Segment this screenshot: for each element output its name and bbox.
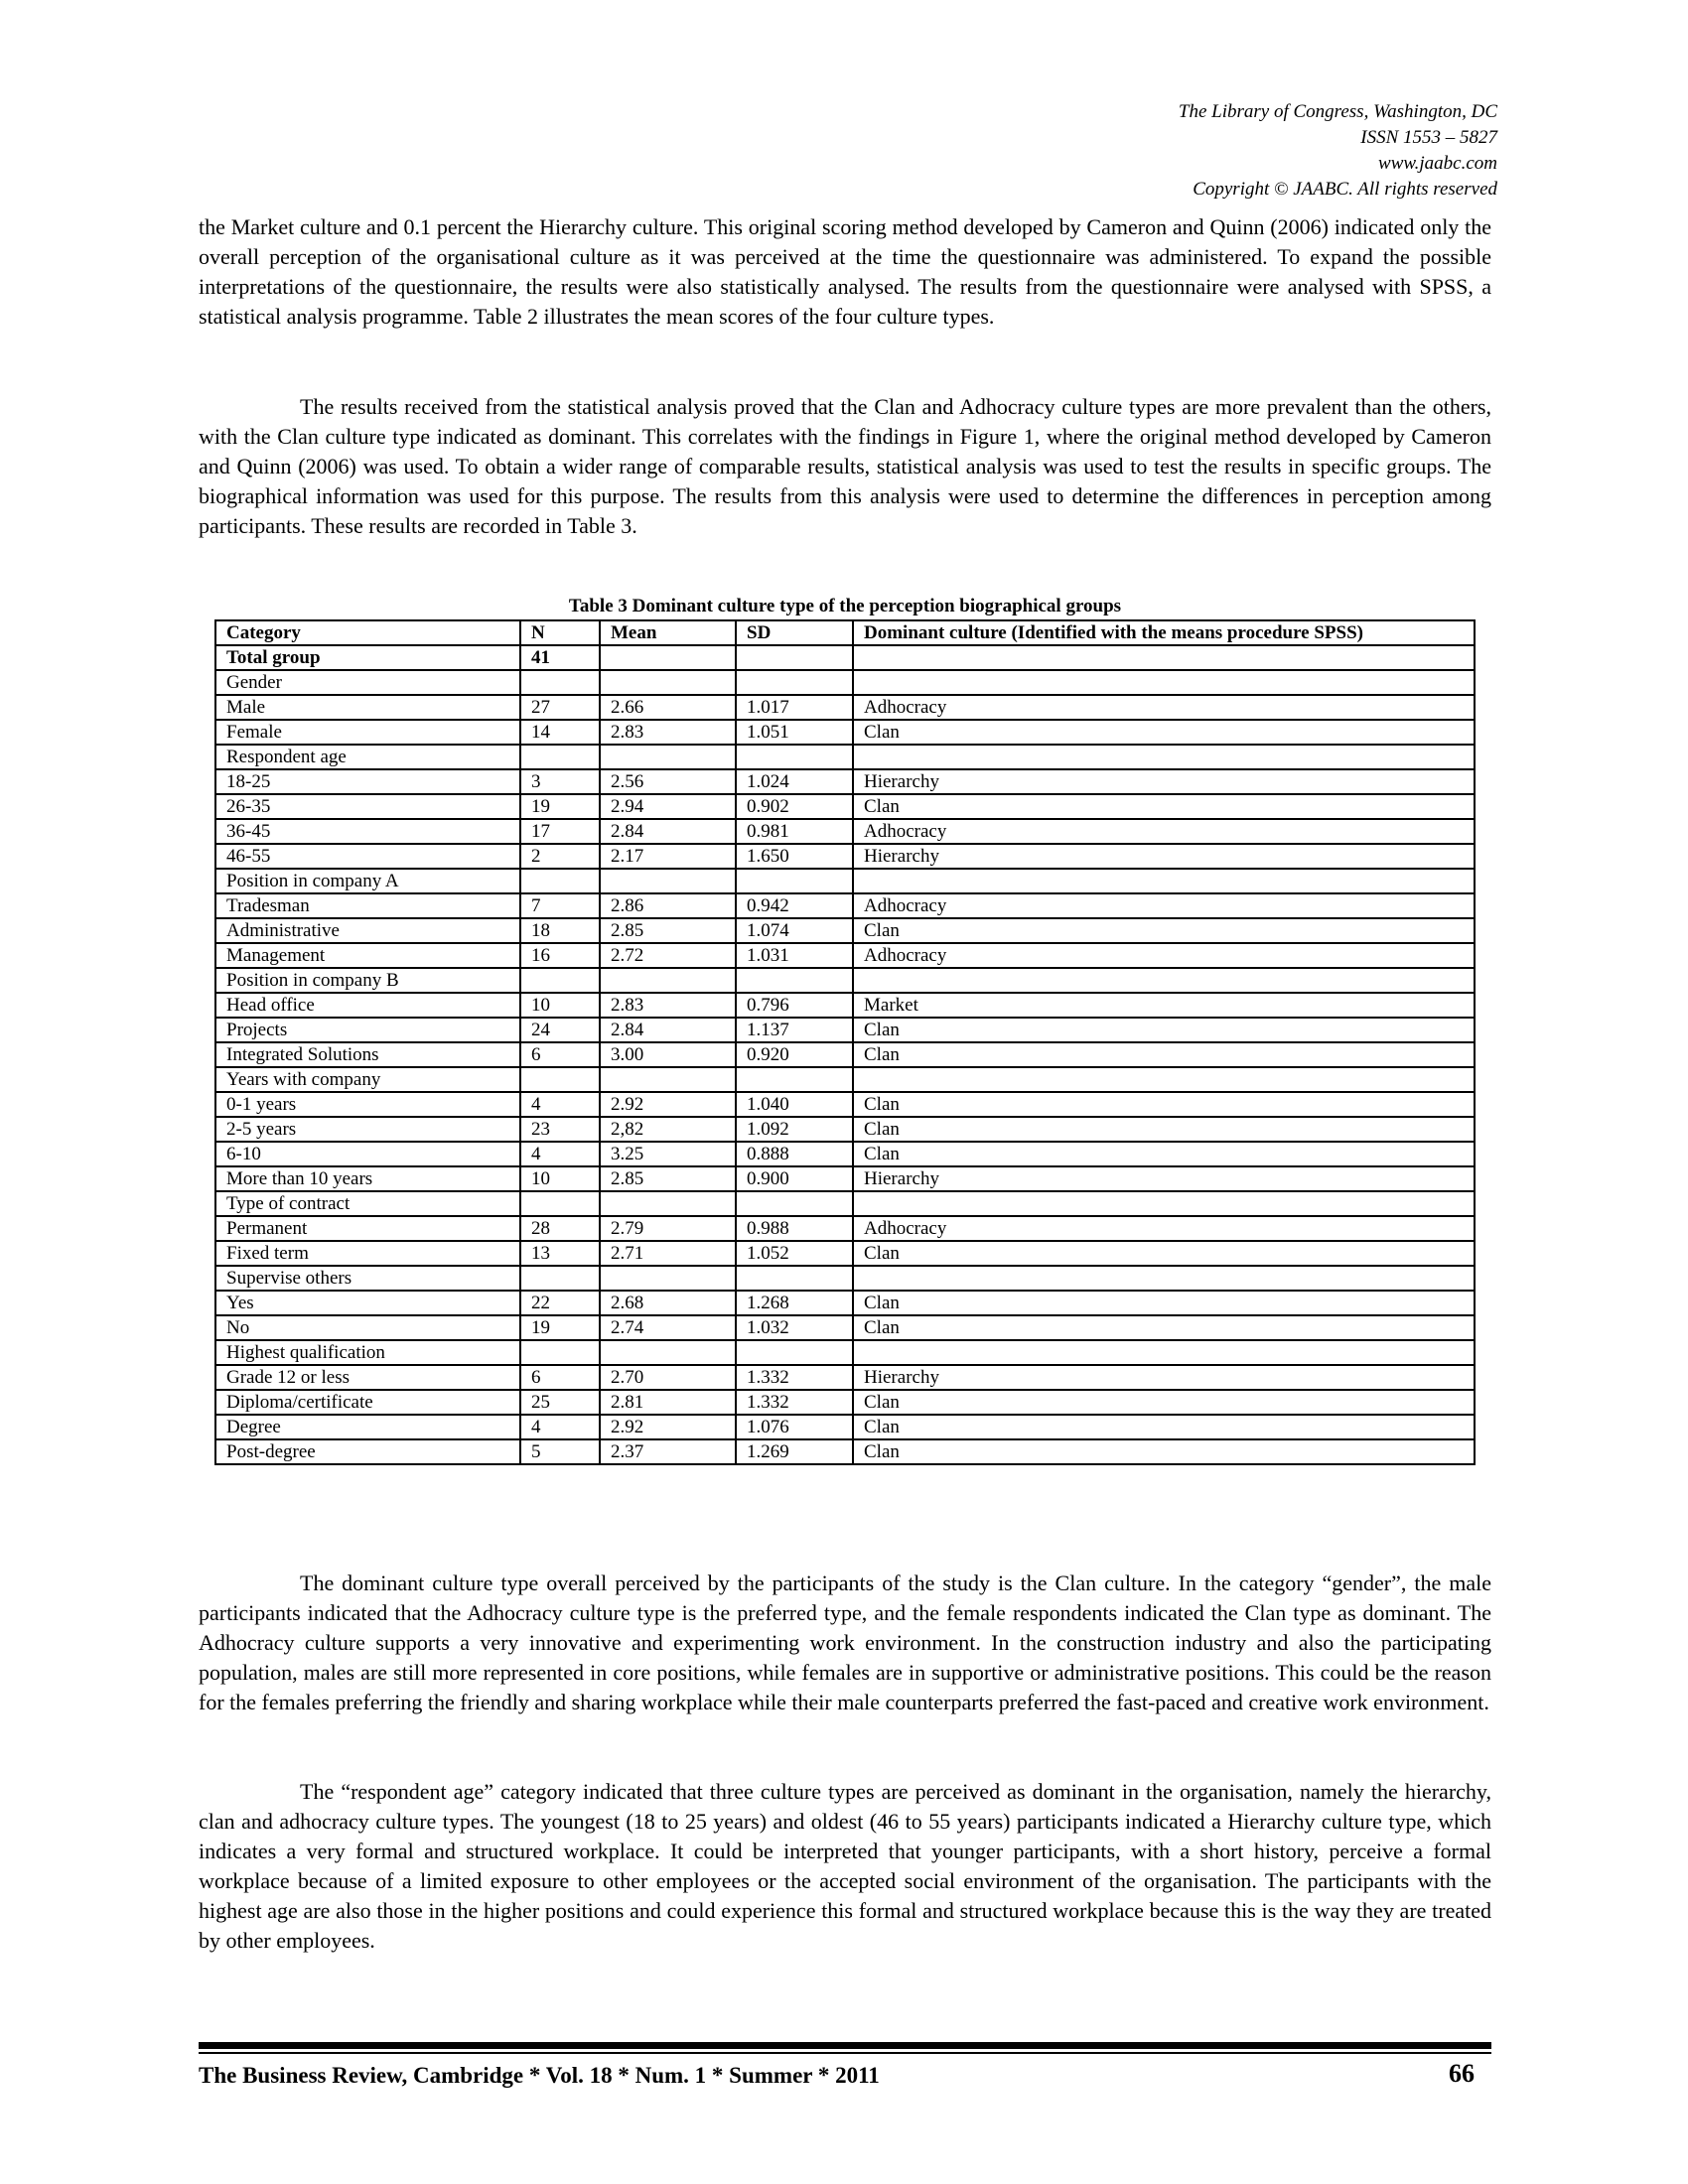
cell-category: Degree — [215, 1415, 520, 1439]
cell-dominant-culture: Clan — [853, 918, 1475, 943]
cell-mean: 3.25 — [600, 1142, 736, 1166]
table-row — [215, 645, 1475, 670]
header-n: N — [520, 620, 600, 645]
table-row — [215, 769, 1475, 794]
cell-mean: 2.84 — [600, 819, 736, 844]
cell-mean — [600, 1067, 736, 1092]
header-dominant-culture: Dominant culture (Identified with the means procedure SPSS) — [853, 620, 1475, 645]
cell-mean: 2.71 — [600, 1241, 736, 1266]
cell-n — [520, 968, 600, 993]
table-row — [215, 1241, 1475, 1266]
header-issn: ISSN 1553 – 5827 — [1360, 127, 1497, 148]
table-row — [215, 918, 1475, 943]
cell-category: Management — [215, 943, 520, 968]
cell-n: 19 — [520, 1315, 600, 1340]
cell-sd: 0.920 — [736, 1042, 853, 1067]
table-row — [215, 844, 1475, 869]
cell-category: Yes — [215, 1291, 520, 1315]
cell-n — [520, 1266, 600, 1291]
table-row — [215, 1365, 1475, 1390]
cell-dominant-culture — [853, 869, 1475, 893]
cell-category: No — [215, 1315, 520, 1340]
cell-n: 16 — [520, 943, 600, 968]
cell-dominant-culture: Clan — [853, 720, 1475, 745]
cell-sd: 1.076 — [736, 1415, 853, 1439]
cell-category: Grade 12 or less — [215, 1365, 520, 1390]
cell-category: Male — [215, 695, 520, 720]
cell-category: 36-45 — [215, 819, 520, 844]
cell-category: Permanent — [215, 1216, 520, 1241]
header-copyright: Copyright © JAABC. All rights reserved — [1193, 179, 1497, 200]
cell-dominant-culture: Adhocracy — [853, 819, 1475, 844]
cell-n: 10 — [520, 993, 600, 1018]
cell-mean: 2.17 — [600, 844, 736, 869]
cell-mean: 2.79 — [600, 1216, 736, 1241]
cell-sd: 0.988 — [736, 1216, 853, 1241]
table-row — [215, 1315, 1475, 1340]
table-row — [215, 869, 1475, 893]
cell-dominant-culture — [853, 745, 1475, 769]
cell-dominant-culture: Adhocracy — [853, 893, 1475, 918]
cell-category: 18-25 — [215, 769, 520, 794]
cell-dominant-culture: Clan — [853, 1117, 1475, 1142]
cell-mean — [600, 1266, 736, 1291]
cell-dominant-culture — [853, 1067, 1475, 1092]
cell-n: 2 — [520, 844, 600, 869]
cell-dominant-culture: Adhocracy — [853, 943, 1475, 968]
table-row — [215, 745, 1475, 769]
cell-mean — [600, 745, 736, 769]
cell-sd — [736, 1266, 853, 1291]
running-header — [703, 99, 1497, 203]
table-row — [215, 1266, 1475, 1291]
cell-n: 19 — [520, 794, 600, 819]
cell-dominant-culture: Hierarchy — [853, 769, 1475, 794]
table-row — [215, 819, 1475, 844]
cell-n: 17 — [520, 819, 600, 844]
cell-category: Total group — [215, 645, 520, 670]
body-paragraph-4: The “respondent age” category indicated that three culture types are perceived as dominant in the organisation, namely the hierarchy, clan and adhocracy culture types. The youngest (18 to 25 years) and oldest (46 to 55 years) participants indicated a Hierarchy culture type, which indicates a very formal and structured workplace. It could be interpreted that younger participants, with a short history, perceive a formal workplace because of a limited exposure to other employees or the accepted social environment of the organisation. The participants with the highest age are also those in the higher positions and could experience this formal and structured workplace because this is the way they are treated by other employees. — [199, 1779, 1491, 1953]
cell-sd: 1.269 — [736, 1439, 853, 1464]
cell-mean: 2,82 — [600, 1117, 736, 1142]
page-number: 66 — [1449, 2059, 1475, 2088]
cell-mean: 2.72 — [600, 943, 736, 968]
cell-dominant-culture — [853, 1266, 1475, 1291]
cell-mean: 2.66 — [600, 695, 736, 720]
cell-mean: 2.56 — [600, 769, 736, 794]
cell-category: Highest qualification — [215, 1340, 520, 1365]
table-row — [215, 720, 1475, 745]
cell-sd — [736, 670, 853, 695]
cell-sd: 1.040 — [736, 1092, 853, 1117]
footer-divider-thin — [199, 2052, 1491, 2054]
cell-sd: 0.902 — [736, 794, 853, 819]
cell-category: Gender — [215, 670, 520, 695]
table-row — [215, 1439, 1475, 1464]
cell-dominant-culture: Hierarchy — [853, 1166, 1475, 1191]
cell-sd — [736, 1340, 853, 1365]
cell-dominant-culture — [853, 968, 1475, 993]
cell-sd — [736, 869, 853, 893]
cell-category: Type of contract — [215, 1191, 520, 1216]
cell-dominant-culture: Clan — [853, 1291, 1475, 1315]
cell-mean: 2.92 — [600, 1092, 736, 1117]
table-row — [215, 794, 1475, 819]
body-paragraph-2: The results received from the statistical analysis proved that the Clan and Adhocracy culture types are more prevalent than the others, with the Clan culture type indicated as dominant. This correlates with the findings in Figure 1, where the original method developed by Cameron and Quinn (2006) was used. To obtain a wider range of comparable results, statistical analysis was used to test the results in specific groups. The biographical information was used for this purpose. The results from this analysis were used to determine the differences in perception among participants. These results are recorded in Table 3. — [199, 394, 1491, 538]
cell-sd: 0.796 — [736, 993, 853, 1018]
cell-n — [520, 1340, 600, 1365]
cell-n: 24 — [520, 1018, 600, 1042]
cell-mean: 2.83 — [600, 720, 736, 745]
table-row — [215, 1018, 1475, 1042]
table-row — [215, 1191, 1475, 1216]
cell-n: 22 — [520, 1291, 600, 1315]
cell-n: 6 — [520, 1365, 600, 1390]
cell-n: 4 — [520, 1415, 600, 1439]
cell-sd — [736, 645, 853, 670]
table-row — [215, 670, 1475, 695]
cell-sd — [736, 968, 853, 993]
cell-mean — [600, 645, 736, 670]
table-body — [215, 645, 1475, 1464]
cell-mean: 2.85 — [600, 1166, 736, 1191]
body-paragraph-1: the Market culture and 0.1 percent the Hierarchy culture. This original scoring method developed by Cameron and Quinn (2006) indicated only the overall perception of the organisational culture as it was perceived at the time the questionnaire was administered. To expand the possible interpretations of the questionnaire, the results were also statistically analysed. The results from the questionnaire were analysed with SPSS, a statistical analysis programme. Table 2 illustrates the mean scores of the four culture types. — [199, 214, 1491, 329]
cell-mean — [600, 1191, 736, 1216]
cell-sd: 1.650 — [736, 844, 853, 869]
cell-dominant-culture: Adhocracy — [853, 1216, 1475, 1241]
cell-mean — [600, 670, 736, 695]
cell-sd — [736, 745, 853, 769]
cell-category: Years with company — [215, 1067, 520, 1092]
cell-category: Post-degree — [215, 1439, 520, 1464]
cell-n: 13 — [520, 1241, 600, 1266]
cell-category: Fixed term — [215, 1241, 520, 1266]
cell-dominant-culture — [853, 1340, 1475, 1365]
header-publisher: The Library of Congress, Washington, DC — [1178, 101, 1497, 122]
cell-category: Projects — [215, 1018, 520, 1042]
cell-category: Integrated Solutions — [215, 1042, 520, 1067]
table-row — [215, 1340, 1475, 1365]
cell-sd: 1.051 — [736, 720, 853, 745]
cell-dominant-culture: Hierarchy — [853, 844, 1475, 869]
cell-category: 6-10 — [215, 1142, 520, 1166]
cell-mean: 2.85 — [600, 918, 736, 943]
cell-mean: 2.94 — [600, 794, 736, 819]
cell-mean: 2.74 — [600, 1315, 736, 1340]
cell-category: Position in company A — [215, 869, 520, 893]
cell-dominant-culture — [853, 1191, 1475, 1216]
cell-sd: 1.092 — [736, 1117, 853, 1142]
cell-mean: 2.86 — [600, 893, 736, 918]
cell-mean — [600, 1340, 736, 1365]
culture-table — [214, 619, 1476, 1465]
table-caption: Table 3 Dominant culture type of the perception biographical groups — [568, 596, 1122, 616]
cell-dominant-culture: Adhocracy — [853, 695, 1475, 720]
cell-mean: 2.68 — [600, 1291, 736, 1315]
cell-sd — [736, 1191, 853, 1216]
cell-dominant-culture: Market — [853, 993, 1475, 1018]
cell-mean — [600, 869, 736, 893]
cell-n: 10 — [520, 1166, 600, 1191]
cell-sd: 1.137 — [736, 1018, 853, 1042]
cell-n: 18 — [520, 918, 600, 943]
cell-sd — [736, 1067, 853, 1092]
table-row — [215, 1067, 1475, 1092]
cell-sd: 1.032 — [736, 1315, 853, 1340]
cell-category: Female — [215, 720, 520, 745]
table-row — [215, 943, 1475, 968]
cell-n: 7 — [520, 893, 600, 918]
cell-n: 4 — [520, 1092, 600, 1117]
table-row — [215, 893, 1475, 918]
cell-mean: 3.00 — [600, 1042, 736, 1067]
footer-divider-thick — [199, 2042, 1491, 2049]
cell-category: 46-55 — [215, 844, 520, 869]
cell-n: 14 — [520, 720, 600, 745]
cell-dominant-culture: Clan — [853, 1042, 1475, 1067]
cell-category: 26-35 — [215, 794, 520, 819]
table-row — [215, 1390, 1475, 1415]
cell-dominant-culture: Clan — [853, 1439, 1475, 1464]
cell-sd: 1.332 — [736, 1365, 853, 1390]
cell-n: 23 — [520, 1117, 600, 1142]
header-sd: SD — [736, 620, 853, 645]
cell-dominant-culture: Hierarchy — [853, 1365, 1475, 1390]
table-row — [215, 1042, 1475, 1067]
table-row — [215, 993, 1475, 1018]
cell-dominant-culture: Clan — [853, 1241, 1475, 1266]
header-mean: Mean — [600, 620, 736, 645]
table-row — [215, 1216, 1475, 1241]
cell-category: More than 10 years — [215, 1166, 520, 1191]
cell-category: Diploma/certificate — [215, 1390, 520, 1415]
table-header-row — [215, 620, 1475, 645]
cell-sd: 0.900 — [736, 1166, 853, 1191]
cell-mean: 2.84 — [600, 1018, 736, 1042]
cell-dominant-culture — [853, 670, 1475, 695]
cell-n: 6 — [520, 1042, 600, 1067]
cell-mean: 2.81 — [600, 1390, 736, 1415]
cell-n — [520, 670, 600, 695]
cell-sd: 1.052 — [736, 1241, 853, 1266]
table-row — [215, 968, 1475, 993]
cell-dominant-culture: Clan — [853, 794, 1475, 819]
cell-mean: 2.37 — [600, 1439, 736, 1464]
cell-n — [520, 745, 600, 769]
cell-n: 27 — [520, 695, 600, 720]
cell-dominant-culture: Clan — [853, 1142, 1475, 1166]
cell-dominant-culture: Clan — [853, 1390, 1475, 1415]
footer-journal-citation: The Business Review, Cambridge * Vol. 18 * Num. 1 * Summer * 2011 — [199, 2063, 880, 2088]
cell-sd: 1.031 — [736, 943, 853, 968]
cell-category: Administrative — [215, 918, 520, 943]
cell-n — [520, 1067, 600, 1092]
cell-category: 0-1 years — [215, 1092, 520, 1117]
table-row — [215, 695, 1475, 720]
cell-sd: 1.024 — [736, 769, 853, 794]
cell-category: 2-5 years — [215, 1117, 520, 1142]
cell-category: Position in company B — [215, 968, 520, 993]
cell-mean: 2.83 — [600, 993, 736, 1018]
cell-n: 41 — [520, 645, 600, 670]
cell-mean: 2.70 — [600, 1365, 736, 1390]
cell-dominant-culture: Clan — [853, 1315, 1475, 1340]
cell-mean — [600, 968, 736, 993]
cell-category: Head office — [215, 993, 520, 1018]
cell-category: Supervise others — [215, 1266, 520, 1291]
cell-sd: 1.268 — [736, 1291, 853, 1315]
cell-sd: 1.017 — [736, 695, 853, 720]
cell-category: Tradesman — [215, 893, 520, 918]
cell-sd: 0.888 — [736, 1142, 853, 1166]
cell-n — [520, 869, 600, 893]
cell-dominant-culture: Clan — [853, 1415, 1475, 1439]
header-website: www.jaabc.com — [1378, 153, 1497, 174]
cell-category: Respondent age — [215, 745, 520, 769]
header-category: Category — [215, 620, 520, 645]
cell-n: 28 — [520, 1216, 600, 1241]
cell-n: 5 — [520, 1439, 600, 1464]
cell-n: 25 — [520, 1390, 600, 1415]
cell-sd: 0.942 — [736, 893, 853, 918]
cell-n: 3 — [520, 769, 600, 794]
cell-sd: 1.074 — [736, 918, 853, 943]
table-row — [215, 1291, 1475, 1315]
cell-dominant-culture — [853, 645, 1475, 670]
cell-dominant-culture: Clan — [853, 1018, 1475, 1042]
cell-dominant-culture: Clan — [853, 1092, 1475, 1117]
table-row — [215, 1166, 1475, 1191]
cell-n — [520, 1191, 600, 1216]
table-row — [215, 1117, 1475, 1142]
cell-n: 4 — [520, 1142, 600, 1166]
table-row — [215, 1142, 1475, 1166]
cell-mean: 2.92 — [600, 1415, 736, 1439]
body-paragraph-3: The dominant culture type overall perceived by the participants of the study is the Clan culture. In the category “gender”, the male participants indicated that the Adhocracy culture type is the preferred type, and the female respondents indicated the Clan type as dominant. The Adhocracy culture supports a very innovative and experimenting work environment. In the construction industry and also the participating population, males are still more represented in core positions, while females are in supportive or administrative positions. This could be the reason for the females preferring the friendly and sharing workplace while their male counterparts preferred the fast-paced and creative work environment. — [199, 1570, 1491, 1714]
table-row — [215, 1415, 1475, 1439]
cell-sd: 1.332 — [736, 1390, 853, 1415]
table-row — [215, 1092, 1475, 1117]
cell-sd: 0.981 — [736, 819, 853, 844]
